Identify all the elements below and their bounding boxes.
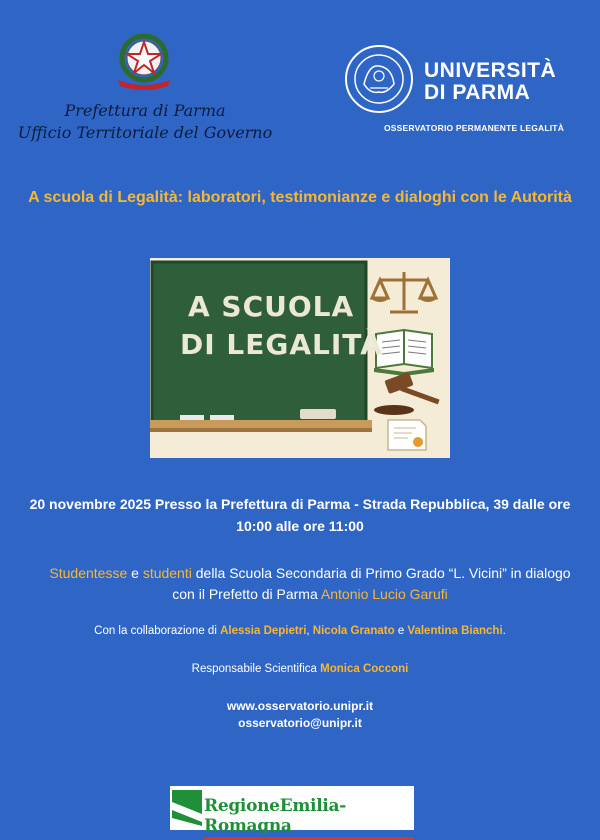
university-name [424,60,556,104]
university-name-line2: DI PARMA [424,81,531,104]
students-word-studenti: studenti [142,565,192,581]
students-word-studentesse: Studentesse [49,565,128,581]
italian-republic-emblem-icon [112,28,176,92]
responsabile-label: Responsabile Scientifica [191,663,317,675]
collab-end: . [502,625,506,637]
regione-logo-text: RegioneEmilia-Romagna [204,796,414,840]
collaboration-line [10,625,590,637]
students-description: della Scuola Secondaria di Primo Grado “L. Vicini” in dialogo con il Prefetto di Parma [172,565,571,602]
prefetto-name: Antonio Lucio Garufi [320,586,448,602]
collab-prefix: Con la collaborazione di [94,625,217,637]
students-paragraph [40,563,580,605]
event-date-location: 20 novembre 2025 Presso la Prefettura di Parma - Strada Repubblica, 39 dalle ore 10:00 alle ore 11:00 [29,496,571,534]
university-seal-icon [344,44,414,114]
collab-separator-2: e [397,625,405,637]
website-link[interactable]: www.osservatorio.unipr.it [226,699,374,713]
prefettura-line2: Ufficio Territoriale del Governo [17,123,273,142]
banner-illustration [150,258,450,458]
responsabile-line [10,663,590,675]
chalkboard-line1: A SCUOLA [188,290,355,323]
collab-name-3: Valentina Bianchi [407,625,503,637]
collab-separator-1: , [306,625,310,637]
university-name-line1: UNIVERSITÀ [424,59,557,82]
responsabile-name: Monica Cocconi [320,663,409,675]
collab-name-2: Nicola Granato [312,625,395,637]
regione-flag-icon [172,790,202,826]
email-link[interactable]: osservatorio@unipr.it [238,716,362,730]
chalkboard-text [180,288,383,364]
collab-name-1: Alessia Depietri [220,625,307,637]
chalkboard-line2: DI LEGALITÀ [180,328,383,361]
contact-block [10,698,590,732]
students-word-e: e [131,565,139,581]
prefettura-heading [0,100,290,144]
prefettura-line1: Prefettura di Parma [64,101,226,120]
regione-emilia-romagna-logo [170,786,414,836]
university-subtitle: OSSERVATORIO PERMANENTE LEGALITÀ [384,123,565,133]
event-title: A scuola di Legalità: laboratori, testimonianze e dialoghi con le Autorità [28,189,572,206]
